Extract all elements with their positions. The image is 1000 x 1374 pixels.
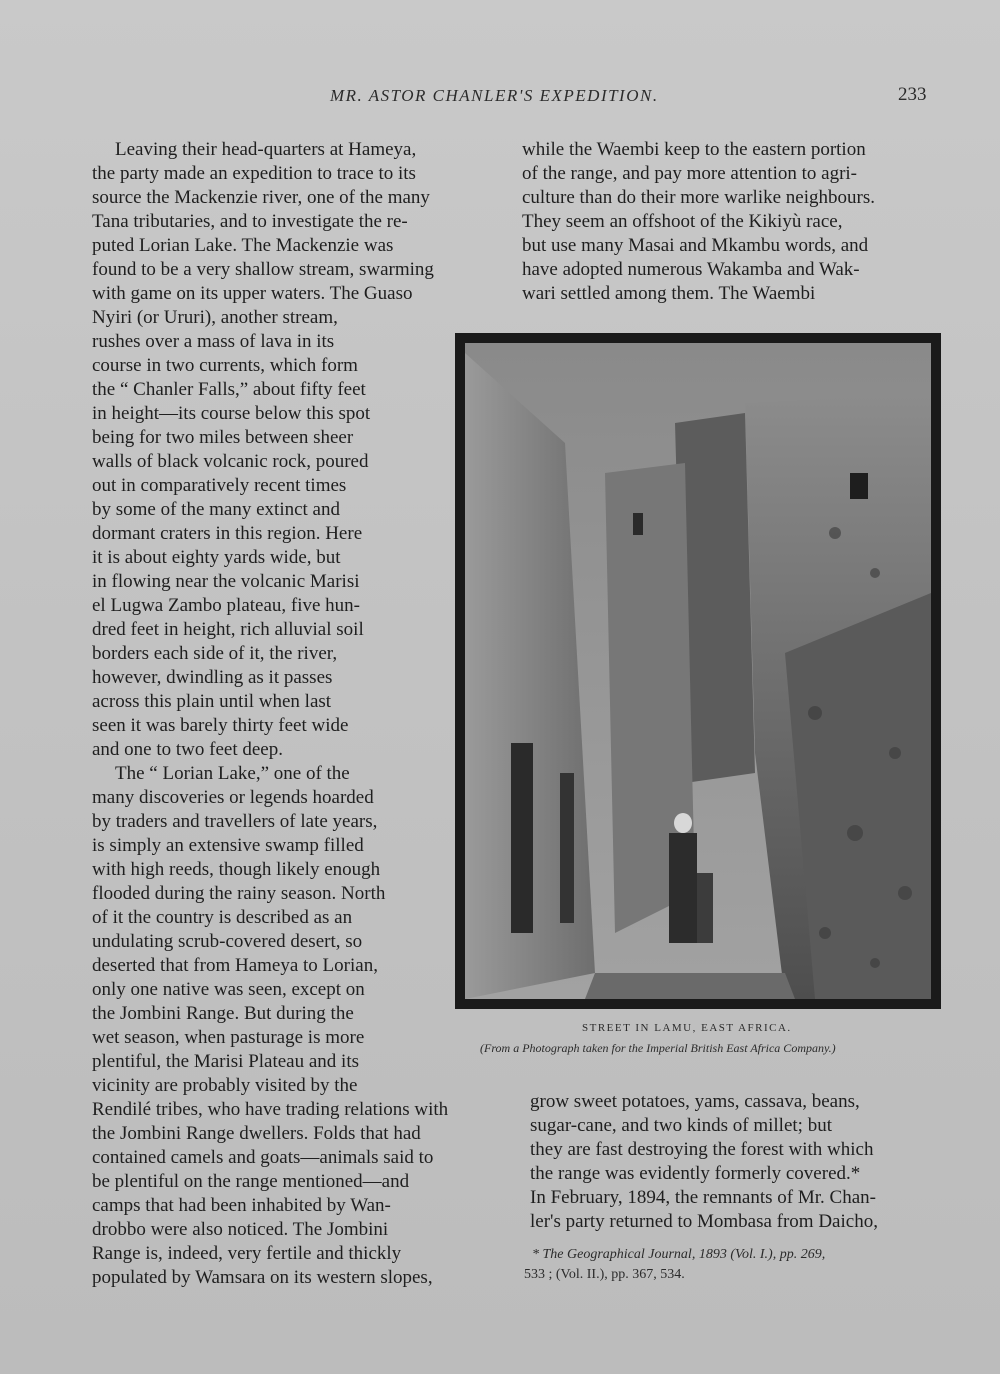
- text-line: course in two currents, which form: [92, 355, 358, 376]
- text-line: however, dwindling as it passes: [92, 667, 333, 688]
- text-line: source the Mackenzie river, one of the many: [92, 187, 430, 208]
- text-line: with game on its upper waters. The Guaso: [92, 283, 413, 304]
- text-line: the Jombini Range dwellers. Folds that had: [92, 1123, 421, 1144]
- text-line: it is about eighty yards wide, but: [92, 547, 341, 568]
- text-line: the Jombini Range. But during the: [92, 1003, 354, 1024]
- text-line: puted Lorian Lake. The Mackenzie was: [92, 235, 394, 256]
- text-line: of the range, and pay more attention to agri-: [522, 163, 858, 184]
- text-line: with high reeds, though likely enough: [92, 859, 381, 880]
- text-line: Range is, indeed, very fertile and thickly: [92, 1243, 402, 1264]
- text-line: rushes over a mass of lava in its: [92, 331, 335, 352]
- text-line: flooded during the rainy season. North: [92, 883, 386, 904]
- text-line: being for two miles between sheer: [92, 427, 354, 448]
- text-line: the range was evidently formerly covered.*: [530, 1163, 861, 1184]
- text-line: in height—its course below this spot: [92, 403, 371, 424]
- text-line: deserted that from Hameya to Lorian,: [92, 955, 378, 976]
- text-line: wari settled among them. The Waembi: [522, 283, 816, 304]
- text-line: The “ Lorian Lake,” one of the: [115, 763, 350, 784]
- text-line: Tana tributaries, and to investigate the re-: [92, 211, 408, 232]
- text-line: plentiful, the Marisi Plateau and its: [92, 1051, 360, 1072]
- text-line: across this plain until when last: [92, 691, 332, 712]
- text-line: dred feet in height, rich alluvial soil: [92, 619, 364, 640]
- text-line: out in comparatively recent times: [92, 475, 347, 496]
- text-line: Nyiri (or Ururi), another stream,: [92, 307, 338, 328]
- text-line: by some of the many extinct and: [92, 499, 340, 520]
- text-line: drobbo were also noticed. The Jombini: [92, 1219, 389, 1240]
- text-line: borders each side of it, the river,: [92, 643, 338, 664]
- text-line: the party made an expedition to trace to its: [92, 163, 416, 184]
- text-line: contained camels and goats—animals said to: [92, 1147, 434, 1168]
- text-line: camps that had been inhabited by Wan-: [92, 1195, 391, 1216]
- text-line: undulating scrub-covered desert, so: [92, 931, 363, 952]
- text-line: sugar-cane, and two kinds of millet; but: [530, 1115, 832, 1136]
- text-line: populated by Wamsara on its western slopes,: [92, 1267, 433, 1288]
- text-line: the “ Chanler Falls,” about fifty feet: [92, 379, 366, 400]
- text-line: be plentiful on the range mentioned—and: [92, 1171, 410, 1192]
- text-line: They seem an offshoot of the Kikiyù race,: [522, 211, 843, 232]
- page-number: 233: [898, 84, 927, 105]
- text-line: by traders and travellers of late years,: [92, 811, 378, 832]
- running-title: MR. ASTOR CHANLER'S EXPEDITION.: [330, 86, 659, 105]
- text-line: vicinity are probably visited by the: [92, 1075, 358, 1096]
- text-line: dormant craters in this region. Here: [92, 523, 363, 544]
- text-line: many discoveries or legends hoarded: [92, 787, 374, 808]
- figure-caption-credit: (From a Photograph taken for the Imperial British East Africa Company.): [480, 1041, 836, 1055]
- street-photograph: [455, 333, 941, 1009]
- text-line: found to be a very shallow stream, swarming: [92, 259, 434, 280]
- text-line: seen it was barely thirty feet wide: [92, 715, 349, 736]
- text-line: of it the country is described as an: [92, 907, 353, 928]
- footnote-line-1: * The Geographical Journal, 1893 (Vol. I.), pp. 269,: [532, 1247, 826, 1262]
- text-line: have adopted numerous Wakamba and Wak-: [522, 259, 860, 280]
- text-line: while the Waembi keep to the eastern portion: [522, 139, 866, 160]
- text-line: culture than do their more warlike neighbours.: [522, 187, 875, 208]
- figure-caption-title: STREET IN LAMU, EAST AFRICA.: [582, 1022, 792, 1034]
- text-line: wet season, when pasturage is more: [92, 1027, 365, 1048]
- text-line: only one native was seen, except on: [92, 979, 365, 1000]
- footnote-line-2: 533 ; (Vol. II.), pp. 367, 534.: [524, 1267, 685, 1282]
- text-line: they are fast destroying the forest with which: [530, 1139, 874, 1160]
- text-line: walls of black volcanic rock, poured: [92, 451, 369, 472]
- text-line: In February, 1894, the remnants of Mr. Chan-: [530, 1187, 876, 1208]
- text-line: is simply an extensive swamp filled: [92, 835, 364, 856]
- text-line: Leaving their head-quarters at Hameya,: [115, 139, 417, 160]
- text-line: Rendilé tribes, who have trading relations with: [92, 1099, 449, 1120]
- text-line: in flowing near the volcanic Marisi: [92, 571, 360, 592]
- text-line: grow sweet potatoes, yams, cassava, beans,: [530, 1091, 860, 1112]
- text-line: el Lugwa Zambo plateau, five hun-: [92, 595, 361, 616]
- text-line: but use many Masai and Mkambu words, and: [522, 235, 869, 256]
- text-line: and one to two feet deep.: [92, 739, 283, 760]
- text-line: ler's party returned to Mombasa from Daicho,: [530, 1211, 878, 1232]
